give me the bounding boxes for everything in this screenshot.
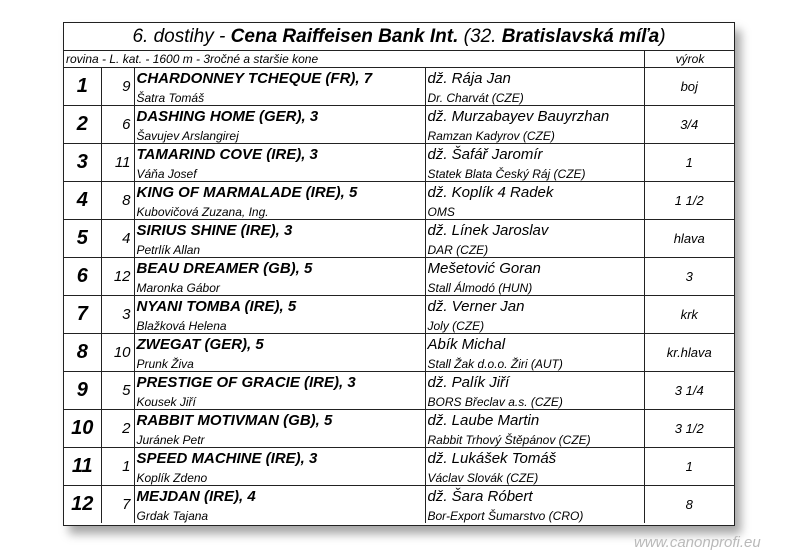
stable-name: Ramzan Kadyrov (CZE) <box>425 125 644 144</box>
stable-name: DAR (CZE) <box>425 239 644 258</box>
owner-name: Blažková Helena <box>134 315 425 334</box>
result-row-detail <box>64 315 734 334</box>
jockey-name: dž. Rája Jan <box>425 68 644 87</box>
result-row-detail <box>64 391 734 410</box>
result-row-detail <box>64 505 734 523</box>
edition-close: ) <box>659 25 666 47</box>
result-row-detail <box>64 353 734 372</box>
jockey-name: dž. Murzabayev Bauyrzhan <box>425 106 644 126</box>
result-row <box>64 448 734 468</box>
jockey-name: dž. Šara Róbert <box>425 486 644 506</box>
race-title <box>64 23 734 51</box>
result-row <box>64 410 734 430</box>
start-number: 6 <box>101 106 134 144</box>
start-number: 8 <box>101 182 134 220</box>
owner-name: Petrlík Allan <box>134 239 425 258</box>
stable-name: Dr. Charvát (CZE) <box>425 87 644 106</box>
owner-name: Šavujev Arslangirej <box>134 125 425 144</box>
result-row-detail <box>64 125 734 144</box>
owner-name: Kousek Jiří <box>134 391 425 410</box>
owner-name: Váňa Josef <box>134 163 425 182</box>
result-row-detail <box>64 239 734 258</box>
place-number: 6 <box>64 258 101 296</box>
place-number: 9 <box>64 372 101 410</box>
horse-name: ZWEGAT (GER), 5 <box>134 334 425 354</box>
jockey-name: dž. Línek Jaroslav <box>425 220 644 240</box>
place-number: 12 <box>64 486 101 524</box>
horse-name: NYANI TOMBA (IRE), 5 <box>134 296 425 316</box>
result-row-detail <box>64 163 734 182</box>
race-conditions-row <box>64 51 734 68</box>
owner-name: Šatra Tomáš <box>134 87 425 106</box>
result-row <box>64 486 734 506</box>
start-number: 9 <box>101 68 134 106</box>
place-number: 11 <box>64 448 101 486</box>
horse-name: BEAU DREAMER (GB), 5 <box>134 258 425 278</box>
result-row <box>64 144 734 164</box>
race-name: Cena Raiffeisen Bank Int. <box>230 25 459 47</box>
place-number: 3 <box>64 144 101 182</box>
owner-name: Kubovičová Zuzana, Ing. <box>134 201 425 220</box>
start-number: 11 <box>101 144 134 182</box>
owner-name: Juránek Petr <box>134 429 425 448</box>
stable-name: Bor-Export Šumarstvo (CRO) <box>425 505 644 523</box>
edition-open: (32. <box>463 25 497 47</box>
horse-name: KING OF MARMALADE (IRE), 5 <box>134 182 425 202</box>
margin: 8 <box>644 486 734 524</box>
jockey-name: Abík Michal <box>425 334 644 354</box>
start-number: 7 <box>101 486 134 524</box>
horse-name: PRESTIGE OF GRACIE (IRE), 3 <box>134 372 425 392</box>
margin: 1 <box>644 448 734 486</box>
stable-name: OMS <box>425 201 644 220</box>
stable-name: Stall Álmodó (HUN) <box>425 277 644 296</box>
race-conditions: rovina - L. kat. - 1600 m - 3ročné a staršie kone <box>66 52 319 66</box>
stable-name: Rabbit Trhový Štěpánov (CZE) <box>425 429 644 448</box>
place-number: 7 <box>64 296 101 334</box>
margin: 3/4 <box>644 106 734 144</box>
result-row <box>64 106 734 126</box>
jockey-name: dž. Palík Jiří <box>425 372 644 392</box>
result-row-detail <box>64 201 734 220</box>
stable-name: Statek Blata Český Ráj (CZE) <box>425 163 644 182</box>
result-row-detail <box>64 429 734 448</box>
jockey-name: dž. Laube Martin <box>425 410 644 430</box>
owner-name: Maronka Gábor <box>134 277 425 296</box>
horse-name: SPEED MACHINE (IRE), 3 <box>134 448 425 468</box>
margin: boj <box>644 68 734 106</box>
stable-name: BORS Břeclav a.s. (CZE) <box>425 391 644 410</box>
results-sheet <box>63 22 735 526</box>
horse-name: RABBIT MOTIVMAN (GB), 5 <box>134 410 425 430</box>
start-number: 5 <box>101 372 134 410</box>
horse-name: SIRIUS SHINE (IRE), 3 <box>134 220 425 240</box>
margin: kr.hlava <box>644 334 734 372</box>
jockey-name: dž. Verner Jan <box>425 296 644 316</box>
result-row <box>64 258 734 278</box>
result-row <box>64 182 734 202</box>
result-column-header: výrok <box>644 51 735 67</box>
horse-name: TAMARIND COVE (IRE), 3 <box>134 144 425 164</box>
horse-name: DASHING HOME (GER), 3 <box>134 106 425 126</box>
start-number: 1 <box>101 448 134 486</box>
owner-name: Grdak Tajana <box>134 505 425 523</box>
result-row-detail <box>64 87 734 106</box>
margin: 1 <box>644 144 734 182</box>
result-row-detail <box>64 467 734 486</box>
margin: 3 1/2 <box>644 410 734 448</box>
start-number: 4 <box>101 220 134 258</box>
place-number: 2 <box>64 106 101 144</box>
horse-name: CHARDONNEY TCHEQUE (FR), 7 <box>134 68 425 87</box>
jockey-name: Mešetović Goran <box>425 258 644 278</box>
start-number: 2 <box>101 410 134 448</box>
result-row <box>64 334 734 354</box>
watermark: www.canonprofi.eu <box>634 534 761 551</box>
start-number: 12 <box>101 258 134 296</box>
horse-name: MEJDAN (IRE), 4 <box>134 486 425 506</box>
owner-name: Prunk Živa <box>134 353 425 372</box>
place-number: 4 <box>64 182 101 220</box>
jockey-name: dž. Koplík 4 Radek <box>425 182 644 202</box>
start-number: 10 <box>101 334 134 372</box>
result-row <box>64 68 734 87</box>
edition-name: Bratislavská míľa <box>501 25 660 47</box>
results-table <box>64 68 734 523</box>
jockey-name: dž. Lukášek Tomáš <box>425 448 644 468</box>
jockey-name: dž. Šafář Jaromír <box>425 144 644 164</box>
place-number: 10 <box>64 410 101 448</box>
stable-name: Joly (CZE) <box>425 315 644 334</box>
result-row <box>64 220 734 240</box>
place-number: 5 <box>64 220 101 258</box>
result-row <box>64 372 734 392</box>
owner-name: Koplík Zdeno <box>134 467 425 486</box>
place-number: 8 <box>64 334 101 372</box>
margin: hlava <box>644 220 734 258</box>
start-number: 3 <box>101 296 134 334</box>
margin: 3 1/4 <box>644 372 734 410</box>
race-number: 6. dostihy - <box>132 25 226 47</box>
margin: krk <box>644 296 734 334</box>
result-row <box>64 296 734 316</box>
stable-name: Václav Slovák (CZE) <box>425 467 644 486</box>
margin: 3 <box>644 258 734 296</box>
place-number: 1 <box>64 68 101 106</box>
stable-name: Stall Žak d.o.o. Žiri (AUT) <box>425 353 644 372</box>
result-row-detail <box>64 277 734 296</box>
margin: 1 1/2 <box>644 182 734 220</box>
